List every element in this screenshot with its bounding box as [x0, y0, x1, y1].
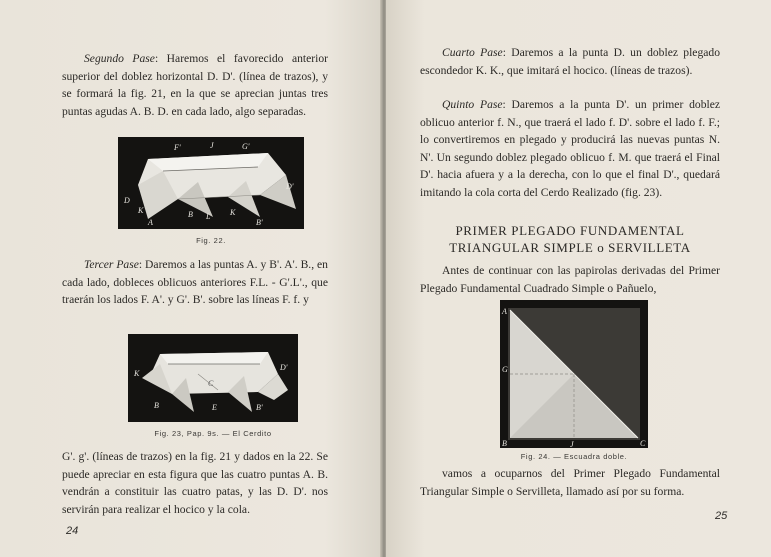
left-paragraph-2	[62, 256, 328, 309]
fig22-label: B	[188, 210, 193, 219]
right-paragraph-2	[420, 96, 720, 201]
fig22-label: J	[210, 141, 214, 150]
figure-24-caption: Fig. 24. — Escuadra doble.	[520, 452, 628, 461]
quinto-pase-text: : Daremos a la punta D'. un primer doblez oblicuo anterior f. N., que traerá el lado f. D'. sobre el lado f. F.; lo convertiremos en plegado y producirá las nuevas puntas N. N'. Un segundo doblez plegado oblicuo f. M. que traerá el Final D'. hacia afuera y a la derecha, con lo que el final D'., quedará imitando la cola corta del Cerdo Realizado (fig. 23).	[420, 98, 721, 199]
right-paragraph-3	[420, 262, 720, 297]
fig22-label: K	[230, 208, 236, 217]
fig24-label: A	[502, 307, 507, 316]
fig22-label: B'	[256, 218, 263, 227]
fig23-label: C	[208, 379, 214, 388]
fig22-label: F'	[174, 143, 181, 152]
figure-23-caption: Fig. 23, Pap. 9s. — El Cerdito	[154, 429, 272, 438]
fig24-label: J	[570, 440, 574, 448]
tercer-pase-label: Tercer Pase	[84, 258, 139, 271]
fig22-label: D'	[286, 182, 294, 191]
figure-22-caption: Fig. 22.	[196, 236, 226, 245]
section-heading	[420, 222, 720, 256]
right-paragraph-1	[420, 44, 720, 79]
figure-24-photo	[500, 300, 648, 448]
fig23-label: E	[212, 403, 217, 412]
cuarto-pase-label: Cuarto Pase	[442, 46, 503, 59]
right-paragraph-4-text: vamos a ocuparnos del Primer Plegado Fundamental Triangular Simple o Servilleta, llamado así por su forma.	[420, 467, 720, 498]
segundo-pase-label: Segundo Pase	[84, 52, 155, 65]
fig24-label: G	[502, 365, 508, 374]
fig22-label: A	[148, 218, 153, 227]
section-heading-line-1: PRIMER PLEGADO FUNDAMENTAL	[455, 223, 685, 238]
cuarto-pase-text: : Daremos a la punta D. un doblez plegado escondedor K. K., que imitará el hocico. (líneas de trazos).	[420, 46, 720, 77]
figure-23-photo	[128, 334, 298, 422]
figure-22-photo	[118, 137, 304, 229]
right-paragraph-4	[420, 465, 720, 500]
section-heading-line-2: TRIANGULAR SIMPLE o SERVILLETA	[449, 240, 691, 255]
tercer-pase-text: : Daremos a las puntas A. y B'. A'. B., en cada lado, dobleces oblicuos anteriores F.L. - G'.L'., que traerán los lados F. A'. y G'. B'. sobre las líneas F. f. y	[62, 258, 328, 306]
page-number-left: 24	[66, 525, 79, 537]
right-paragraph-3-text: Antes de continuar con las papirolas derivadas del Primer Plegado Fundamental Cuadrado Simple o Pañuelo,	[420, 264, 720, 295]
right-page	[386, 0, 771, 557]
left-paragraph-3	[62, 448, 328, 518]
fig23-label: K	[134, 369, 140, 378]
fig24-label: B	[502, 439, 507, 448]
page-number-right: 25	[715, 510, 728, 522]
fig23-label: B	[154, 401, 159, 410]
quinto-pase-label: Quinto Pase	[442, 98, 503, 111]
fig22-label: G'	[242, 142, 250, 151]
left-paragraph-1	[62, 50, 328, 120]
fig23-label: D'	[280, 363, 288, 372]
fig22-label: D	[124, 196, 130, 205]
segundo-pase-text: : Haremos el favorecido anterior superior del doblez horizontal D. D'. (línea de trazos), y se formará la fig. 21, en la que se aprecian juntas tres puntas agudas A. B. D. en cada lado, algo separadas.	[62, 52, 328, 118]
fig22-label: L	[206, 212, 211, 221]
left-page	[0, 0, 382, 557]
fig23-label: B'	[256, 403, 263, 412]
left-paragraph-3-text: G'. g'. (líneas de trazos) en la fig. 21 y dados en la 22. Se puede apreciar en esta figura que las cuatro puntas A. B. vendrán a constituir las cuatro patas, y las D. D'. nos servirán para realizar el hocico y la cola.	[62, 450, 328, 516]
fig24-label: C	[640, 439, 646, 448]
fig22-label: K	[138, 206, 144, 215]
